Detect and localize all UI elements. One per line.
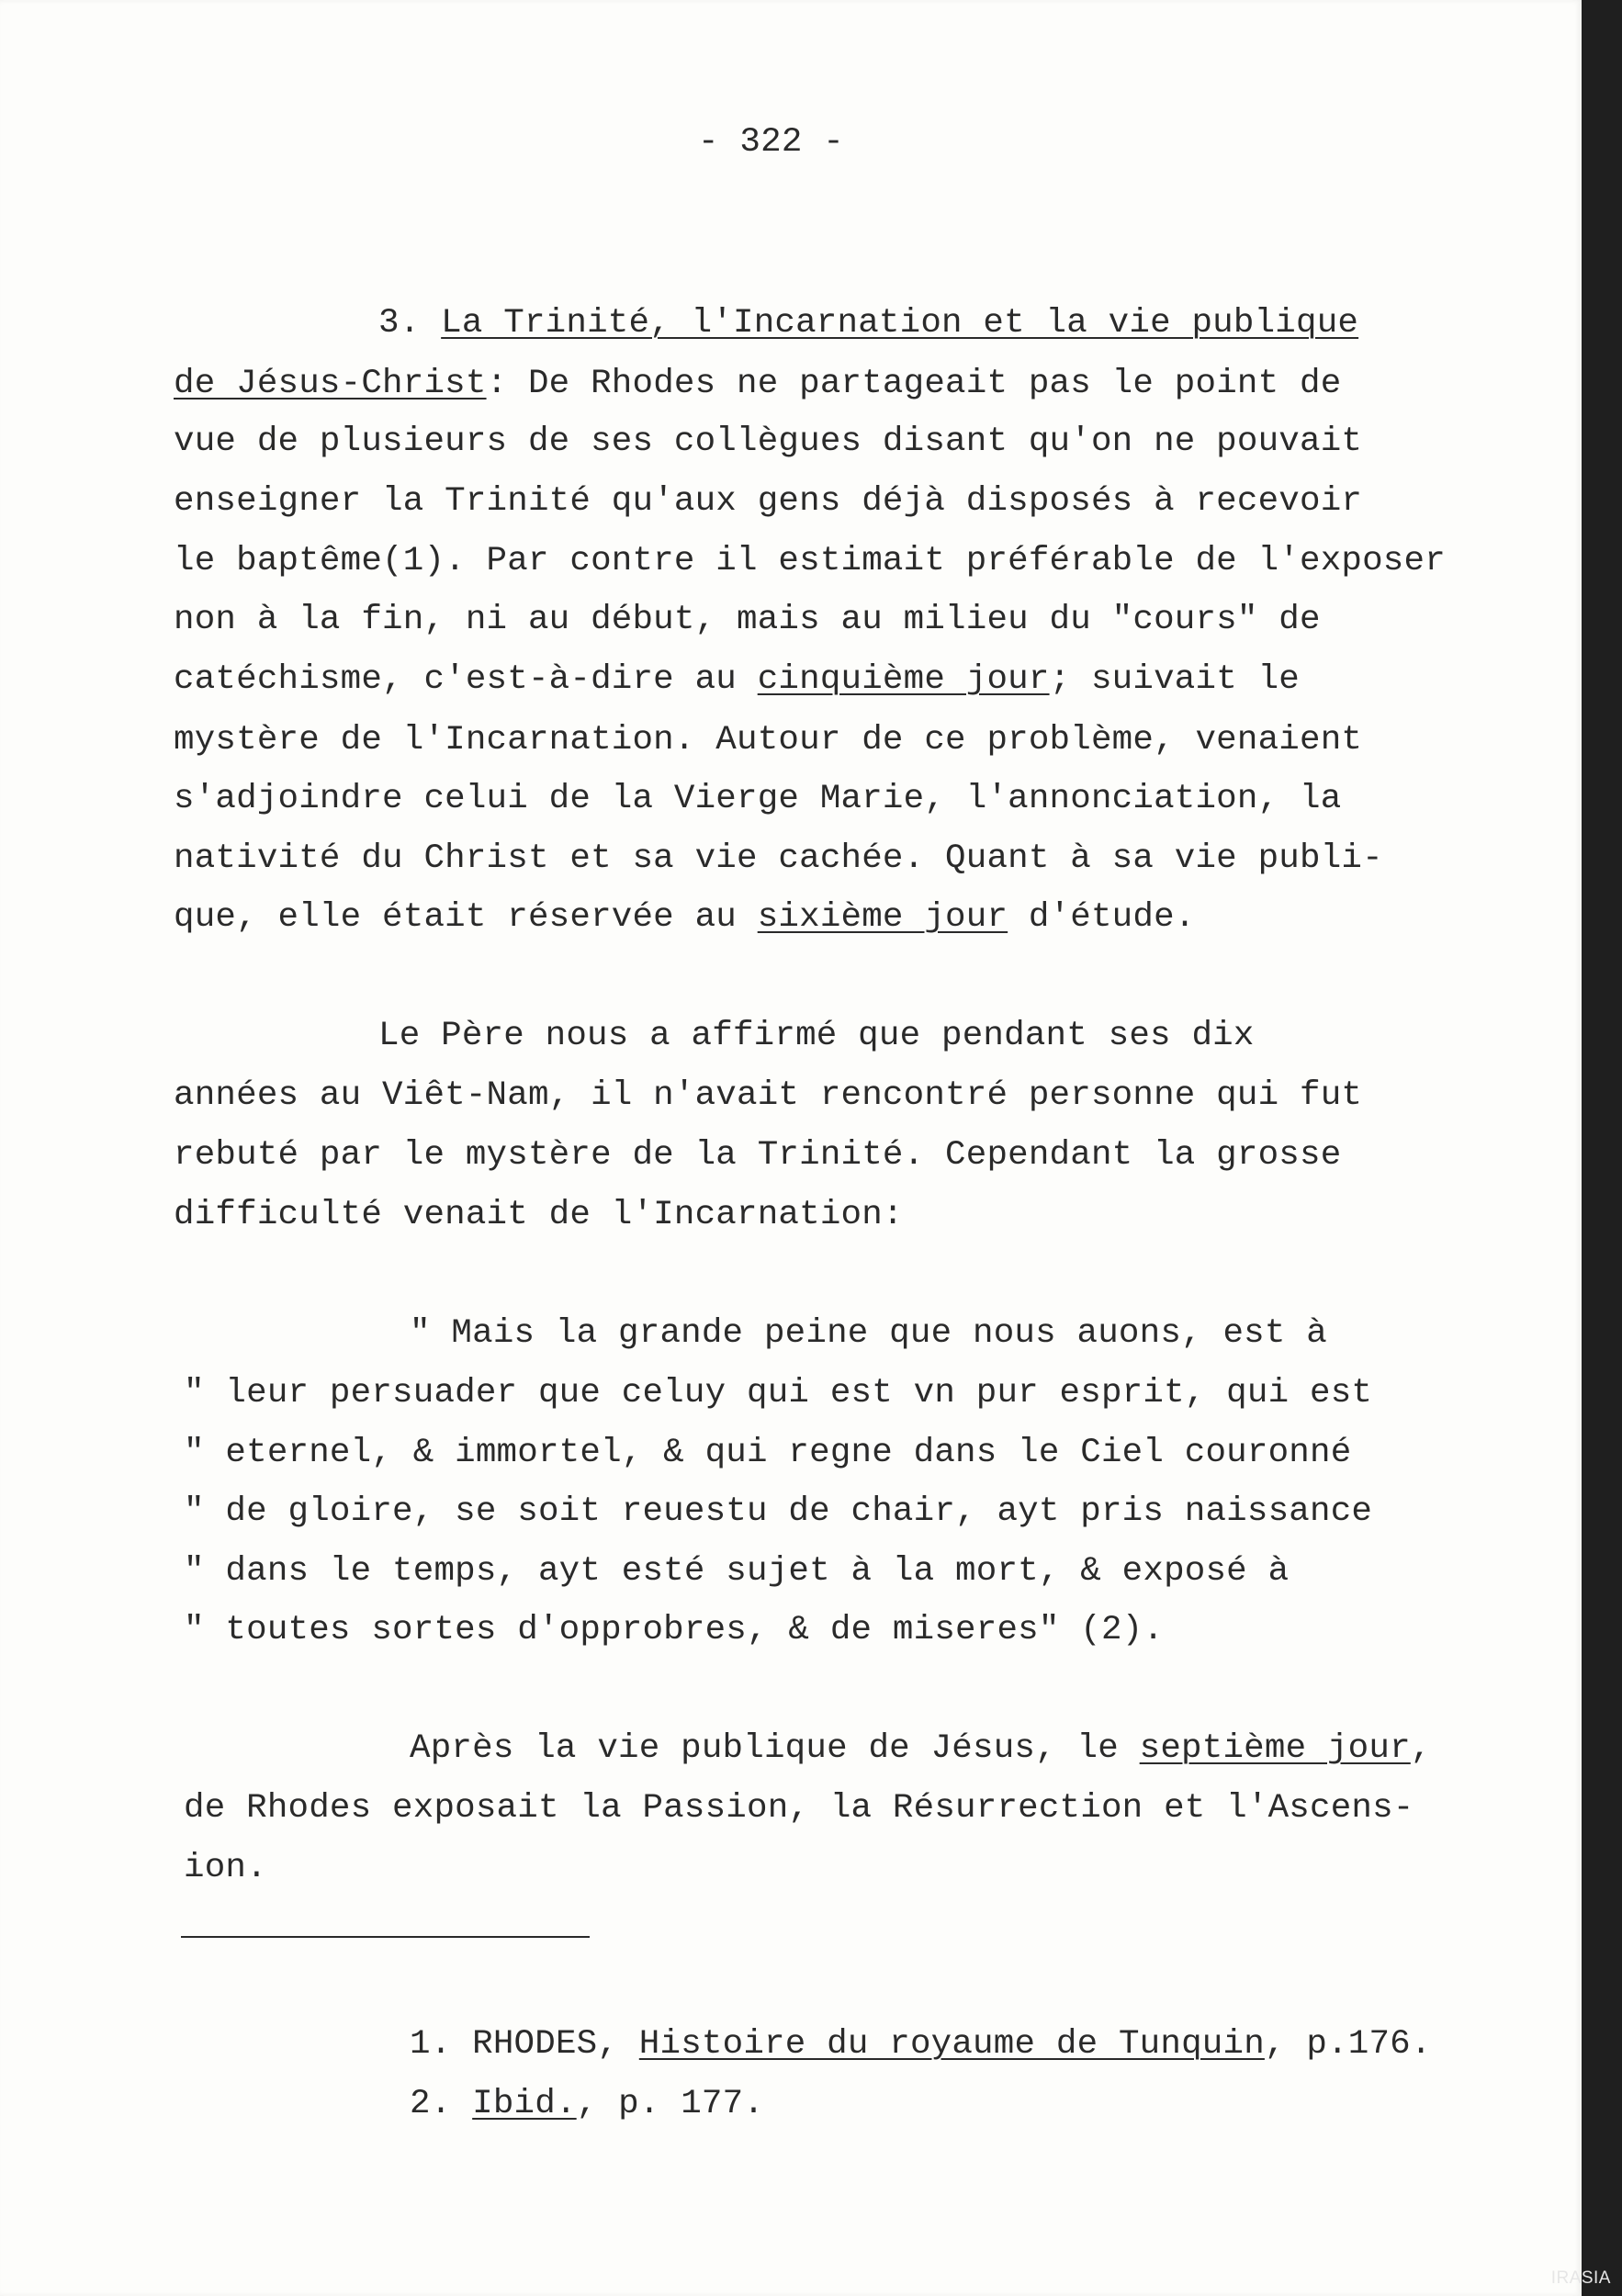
quote-line: " dans le temps, ayt esté sujet à la mort, & exposé à	[184, 1552, 1290, 1591]
section-intro: : De Rhodes ne partageait pas le point de	[486, 365, 1342, 403]
footnote-separator	[181, 1936, 590, 1938]
quote-line: " toutes sortes d'opprobres, & de miseres" (2).	[184, 1611, 1165, 1649]
paragraph-line: non à la fin, ni au début, mais au milieu du "cours" de	[174, 601, 1321, 639]
section-number: 3.	[378, 304, 421, 343]
paragraph-line: s'adjoindre celui de la Vierge Marie, l'annonciation, la	[174, 780, 1342, 818]
footnote-work-title: Histoire du royaume de Tunquin	[638, 2025, 1265, 2064]
paragraph-line: enseigner la Trinité qu'aux gens déjà disposés à recevoir	[174, 482, 1363, 521]
footnote-1	[410, 2024, 1432, 2065]
paragraph-line: que, elle était réservée au sixième jour d'étude.	[174, 898, 1196, 937]
quote-line: " leur persuader que celuy qui est vn pur esprit, qui est	[184, 1374, 1373, 1412]
paragraph-line: de Rhodes exposait la Passion, la Résurrection et l'Ascens-	[184, 1789, 1414, 1828]
paragraph-line: Après la vie publique de Jésus, le septième jour,	[410, 1729, 1432, 1768]
paragraph-line: vue de plusieurs de ses collègues disant qu'on ne pouvait	[174, 422, 1363, 461]
page-number: - 322 -	[698, 123, 844, 162]
paragraph-line: rebuté par le mystère de la Trinité. Cependant la grosse	[174, 1136, 1342, 1175]
footnote-number: 2.	[410, 2085, 452, 2123]
paragraph-line: années au Viêt-Nam, il n'avait rencontré personne qui fut	[174, 1076, 1363, 1115]
underlined-phrase: septième jour	[1139, 1729, 1411, 1768]
footnote-page: , p. 177.	[576, 2085, 765, 2123]
paragraph-line: difficulté venait de l'Incarnation:	[174, 1196, 904, 1234]
section-line-2	[174, 364, 1341, 404]
underlined-phrase: cinquième jour	[757, 660, 1050, 699]
quote-line: " eternel, & immortel, & qui regne dans le Ciel couronné	[184, 1434, 1352, 1472]
paragraph-line: mystère de l'Incarnation. Autour de ce problème, venaient	[174, 721, 1363, 760]
section-heading-line	[378, 303, 1358, 343]
section-title-part1: La Trinité, l'Incarnation et la vie publique	[441, 304, 1359, 343]
footnote-2	[410, 2084, 764, 2124]
watermark: IRASIA	[1550, 2268, 1611, 2288]
footnote-number: 1.	[410, 2025, 452, 2064]
section-title-part2: de Jésus-Christ	[174, 365, 487, 403]
footnote-author: RHODES,	[472, 2025, 619, 2064]
paragraph-line: nativité du Christ et sa vie cachée. Quant à sa vie publi-	[174, 839, 1383, 878]
footnote-work-title: Ibid.	[472, 2085, 577, 2123]
quote-line: " de gloire, se soit reuestu de chair, ayt pris naissance	[184, 1492, 1373, 1531]
paragraph-line: Le Père nous a affirmé que pendant ses dix	[378, 1017, 1255, 1055]
footnote-page: , p.176.	[1264, 2025, 1432, 2064]
paragraph-line: le baptême(1). Par contre il estimait préférable de l'exposer	[174, 542, 1446, 580]
paragraph-line: catéchisme, c'est-à-dire au cinquième jour; suivait le	[174, 660, 1301, 699]
quote-line: " Mais la grande peine que nous auons, est à	[410, 1314, 1327, 1353]
paragraph-line: ion.	[184, 1849, 267, 1887]
underlined-phrase: sixième jour	[757, 898, 1008, 937]
